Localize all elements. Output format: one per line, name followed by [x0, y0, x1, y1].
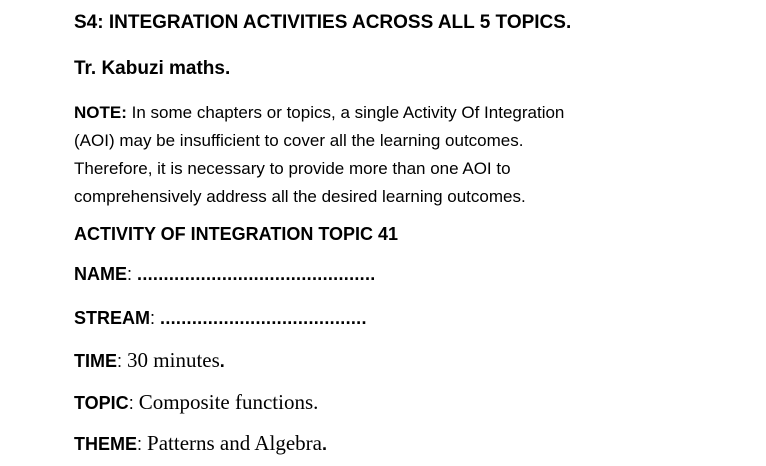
topic-field: TOPIC: Composite functions. — [74, 390, 319, 414]
note-label: NOTE: — [74, 103, 127, 122]
stream-blank: ....................................... — [160, 308, 367, 328]
name-label: NAME — [74, 264, 127, 284]
name-blank: ............................................. — [137, 264, 376, 284]
activity-heading: ACTIVITY OF INTEGRATION TOPIC 41 — [74, 224, 399, 244]
topic-label: TOPIC — [74, 393, 129, 413]
time-field: TIME: 30 minutes. — [74, 348, 225, 372]
note-line-4: comprehensively address all the desired learning outcomes. — [74, 187, 526, 206]
theme-field: THEME: Patterns and Algebra. — [74, 431, 327, 455]
note-line-3: Therefore, it is necessary to provide more than one AOI to — [74, 159, 511, 178]
note-line-2: (AOI) may be insufficient to cover all the learning outcomes. — [74, 131, 524, 150]
note-line-1: NOTE: In some chapters or topics, a single Activity Of Integration — [74, 103, 565, 122]
time-value: 30 minutes — [127, 348, 220, 372]
name-field: NAME: ............................................. — [74, 264, 376, 284]
note-paragraph — [74, 99, 674, 211]
stream-field: STREAM: ....................................... — [74, 308, 367, 328]
theme-label: THEME — [74, 434, 137, 454]
time-label: TIME — [74, 351, 117, 371]
theme-value: Patterns and Algebra — [147, 431, 322, 455]
stream-label: STREAM — [74, 308, 150, 328]
author-line: Tr. Kabuzi maths. — [74, 58, 231, 79]
topic-value: Composite functions. — [138, 390, 319, 414]
document-title: S4: INTEGRATION ACTIVITIES ACROSS ALL 5 TOPICS. — [74, 12, 572, 33]
